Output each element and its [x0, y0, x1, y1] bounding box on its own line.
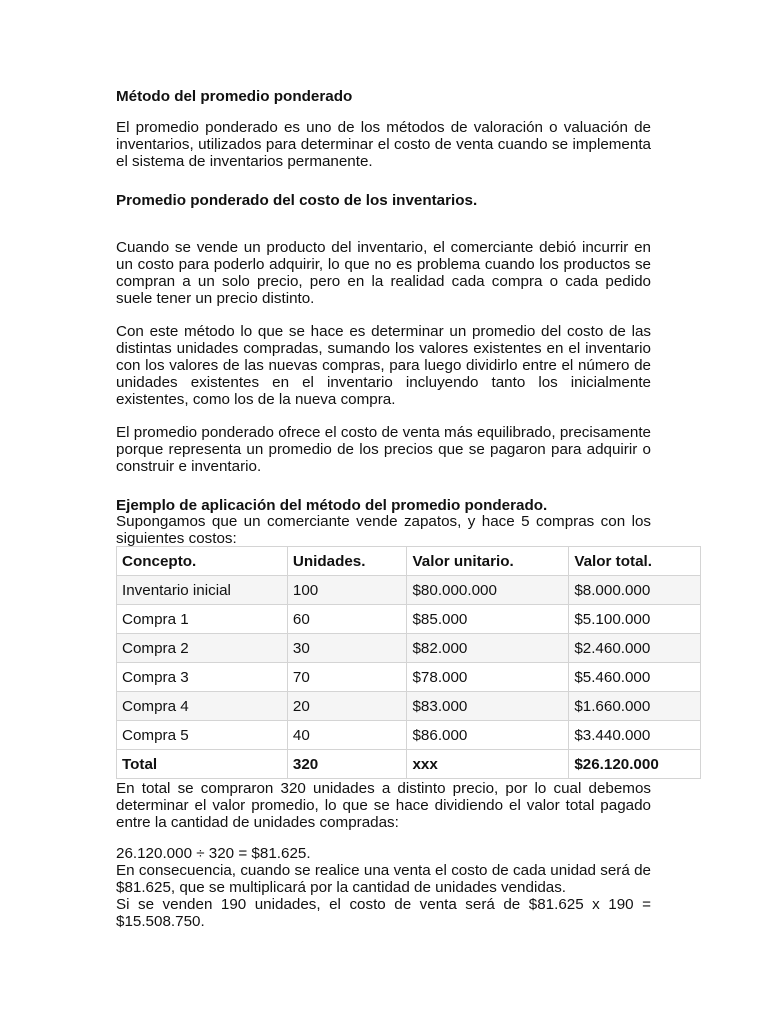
sale-paragraph: Si se venden 190 unidades, el costo de venta será de $81.625 x 190 = $15.508.750. [116, 896, 651, 930]
cell-unidades: 60 [287, 605, 407, 634]
table-row [117, 663, 701, 692]
formula-line: 26.120.000 ÷ 320 = $81.625. [116, 845, 311, 862]
header-valor-total: Valor total. [569, 547, 701, 576]
cell-unidades: 30 [287, 634, 407, 663]
table-header-row [117, 547, 701, 576]
cell-valor-total: $5.100.000 [569, 605, 701, 634]
table-row [117, 634, 701, 663]
header-valor-unitario: Valor unitario. [407, 547, 569, 576]
cell-valor-total: $8.000.000 [569, 576, 701, 605]
example-intro: Supongamos que un comerciante vende zapatos, y hace 5 compras con los siguientes costos: [116, 513, 651, 547]
cell-valor-unitario: $85.000 [407, 605, 569, 634]
cell-valor-total: $1.660.000 [569, 692, 701, 721]
table-row [117, 721, 701, 750]
paragraph-3: El promedio ponderado ofrece el costo de venta más equilibrado, precisamente porque representa un promedio de los precios que se pagaron para adquirir o construir e inventario. [116, 424, 651, 475]
cell-concepto: Compra 5 [117, 721, 288, 750]
cell-unidades: 20 [287, 692, 407, 721]
cell-valor-total: $3.440.000 [569, 721, 701, 750]
intro-paragraph: El promedio ponderado es uno de los métodos de valoración o valuación de inventarios, utilizados para determinar el costo de venta cuando se implementa el sistema de inventarios permanente. [116, 119, 651, 170]
cell-concepto: Inventario inicial [117, 576, 288, 605]
cell-valor-unitario: $86.000 [407, 721, 569, 750]
table-total-row [117, 750, 701, 779]
example-title: Ejemplo de aplicación del método del promedio ponderado. [116, 497, 548, 514]
total-valor-total: $26.120.000 [569, 750, 701, 779]
cell-concepto: Compra 1 [117, 605, 288, 634]
purchases-table [116, 546, 701, 779]
cell-unidades: 100 [287, 576, 407, 605]
header-unidades: Unidades. [287, 547, 407, 576]
cell-concepto: Compra 2 [117, 634, 288, 663]
cell-unidades: 70 [287, 663, 407, 692]
cell-unidades: 40 [287, 721, 407, 750]
total-label: Total [117, 750, 288, 779]
consequence-paragraph: En consecuencia, cuando se realice una venta el costo de cada unidad será de $81.625, que se multiplicará por la cantidad de unidades vendidas. [116, 862, 651, 896]
table-row [117, 576, 701, 605]
total-unidades: 320 [287, 750, 407, 779]
section-subtitle: Promedio ponderado del costo de los inventarios. [116, 192, 478, 209]
cell-valor-unitario: $78.000 [407, 663, 569, 692]
paragraph-1: Cuando se vende un producto del inventario, el comerciante debió incurrir en un costo para poderlo adquirir, lo que no es problema cuando los productos se compran a un solo precio, pero en la realidad cada compra o cada pedido suele tener un precio distinto. [116, 239, 651, 307]
table-row [117, 692, 701, 721]
total-valor-unitario: xxx [407, 750, 569, 779]
conclusion-paragraph: En total se compraron 320 unidades a distinto precio, por lo cual debemos determinar el valor promedio, lo que se hace dividiendo el valor total pagado entre la cantidad de unidades compradas: [116, 780, 651, 831]
table-row [117, 605, 701, 634]
cell-concepto: Compra 3 [117, 663, 288, 692]
cell-valor-unitario: $80.000.000 [407, 576, 569, 605]
cell-valor-unitario: $83.000 [407, 692, 569, 721]
cell-valor-unitario: $82.000 [407, 634, 569, 663]
header-concepto: Concepto. [117, 547, 288, 576]
paragraph-2: Con este método lo que se hace es determinar un promedio del costo de las distintas unidades compradas, sumando los valores existentes en el inventario con los valores de las nuevas compras, para luego dividirlo entre el número de unidades existentes en el inventario incluyendo tanto los inicialmente existentes, como los de la nueva compra. [116, 323, 651, 408]
document-title: Método del promedio ponderado [116, 88, 353, 105]
cell-concepto: Compra 4 [117, 692, 288, 721]
cell-valor-total: $5.460.000 [569, 663, 701, 692]
cell-valor-total: $2.460.000 [569, 634, 701, 663]
